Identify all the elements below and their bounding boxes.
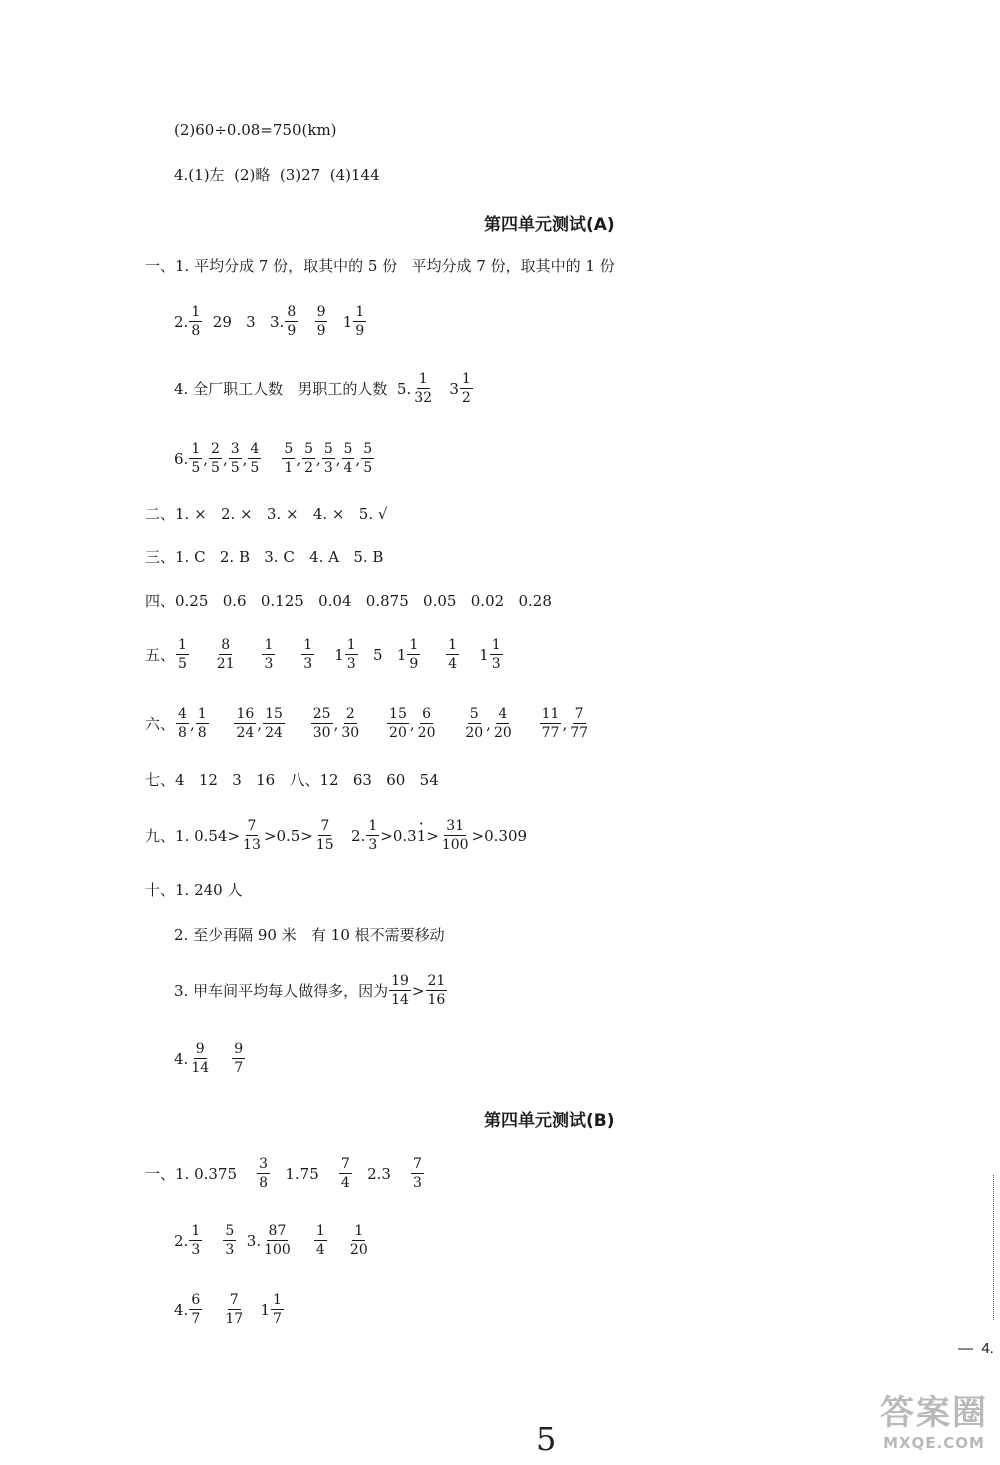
fraction [339, 705, 361, 742]
line-text: 4. [174, 1300, 189, 1319]
line-text: 一、1. 平均分成 7 份，取其中的 5 份 平均分成 7 份，取其中的 1 份 [145, 257, 615, 275]
fraction [285, 303, 298, 340]
denominator: 13 [243, 837, 261, 853]
answer-line [145, 256, 615, 276]
fraction [234, 705, 256, 742]
line-text: 二、1. × 2. × 3. × 4. × 5. √ [145, 505, 388, 523]
denominator: 3 [491, 656, 501, 672]
denominator: 16 [427, 992, 446, 1008]
numerator: 7 [413, 1156, 422, 1172]
denominator: 5 [363, 460, 373, 476]
answer-line [145, 504, 387, 524]
answer-line [145, 770, 439, 790]
denominator: 5 [178, 656, 187, 672]
numerator: 4 [250, 441, 260, 457]
numerator: 11 [541, 706, 560, 722]
denominator: 32 [414, 390, 433, 406]
fraction [176, 705, 189, 742]
line-text: 2. [174, 312, 189, 331]
numerator: 4 [498, 706, 508, 722]
mixed-whole: 5 1 [373, 645, 407, 664]
fraction [223, 1291, 245, 1328]
numerator: 1 [448, 637, 458, 653]
fraction [271, 1291, 284, 1328]
fraction [189, 440, 202, 477]
fraction [282, 440, 295, 477]
fraction [215, 636, 237, 673]
denominator: 5 [191, 460, 201, 476]
denominator: 8 [191, 323, 201, 339]
numerator: 5 [343, 441, 353, 457]
handwritten-mark: 5 [536, 1420, 557, 1458]
fraction [262, 1222, 293, 1259]
numerator: 1 [197, 706, 207, 722]
denominator: 77 [570, 725, 589, 741]
mixed-whole: 1 [260, 1300, 270, 1319]
line-text: >0.3 [380, 826, 417, 845]
line-text: 五、 [145, 645, 176, 664]
margin-dotted-line [993, 1175, 994, 1320]
denominator: 24 [265, 725, 283, 741]
numerator: 5 [225, 1223, 235, 1239]
denominator: 2 [304, 460, 314, 476]
denominator: 7 [273, 1311, 282, 1327]
numerator: 7 [229, 1292, 239, 1308]
denominator: 7 [234, 1060, 244, 1076]
line-text: 2. [174, 1231, 189, 1250]
fraction [196, 705, 209, 742]
denominator: 3 [413, 1175, 422, 1191]
fraction [223, 1222, 236, 1259]
mixed-whole: 1 [342, 312, 353, 331]
fraction [176, 636, 189, 673]
line-text: 4.(1)左 (2)略 (3)27 (4)144 [174, 166, 380, 184]
answer-line [145, 547, 383, 567]
denominator: 9 [316, 323, 326, 339]
mixed-whole: 1 [334, 645, 344, 664]
line-text: 九、1. 0.54> [145, 826, 241, 845]
denominator: 14 [191, 1060, 210, 1076]
fraction [446, 636, 459, 673]
watermark-bottom-text: MXQE.COM [883, 1434, 985, 1452]
repeating-digit: · 1 [417, 826, 427, 846]
numerator: 21 [427, 973, 446, 989]
numerator: 25 [312, 706, 331, 722]
line-text: 2.3 [367, 1164, 391, 1183]
line-text: 1.75 [285, 1164, 319, 1183]
numerator: 3 [230, 441, 240, 457]
fraction [361, 440, 374, 477]
denominator: 5 [230, 460, 240, 476]
answer-line: 六、 $\frac{4}{8}$ , $\frac{1}{8}$ $\frac{16}{24}$ , $\frac{15}{24}$ $\frac{25}{30}$ , $\frac{2}{30}$ $\frac{15}{20}$ , $\frac{6}{20}$ $\frac{5}{20}$ , $\frac{4}{20}$ $\frac{11}{77}$ , $\frac{7}{77}$ [145, 706, 589, 741]
answer-line [145, 591, 552, 611]
fraction [568, 705, 590, 742]
numerator: 5 [323, 441, 333, 457]
numerator: 6 [191, 1292, 201, 1308]
denominator: 20 [389, 725, 407, 741]
denominator: 15 [315, 837, 334, 853]
numerator: 5 [304, 441, 314, 457]
numerator: 1 [264, 637, 274, 653]
line-text: 6. [174, 449, 189, 468]
denominator: 3 [225, 1242, 235, 1258]
answer-line [174, 370, 474, 407]
mixed-whole: 3 [449, 379, 459, 398]
fraction [189, 1291, 202, 1328]
fraction [492, 705, 514, 742]
answer-line [145, 636, 504, 673]
line-text: 六、 [145, 714, 176, 733]
denominator: 17 [225, 1311, 244, 1327]
numerator: 7 [340, 1156, 350, 1172]
numerator: 1 [191, 1223, 201, 1239]
line-text: 一、1. 0.375 [145, 1164, 238, 1183]
numerator: 16 [236, 706, 255, 722]
denominator: 3 [264, 656, 274, 672]
numerator: 5 [469, 706, 479, 722]
mixed-whole: 1 [479, 645, 489, 664]
fraction [189, 1222, 202, 1259]
numerator: 31 [446, 818, 465, 834]
denominator: 9 [355, 323, 365, 339]
numerator: 7 [574, 706, 584, 722]
numerator: 2 [211, 441, 220, 457]
line-text: 2. 至少再隔 90 米 有 10 根不需要移动 [174, 926, 445, 944]
fraction [540, 705, 562, 742]
denominator: 8 [197, 725, 207, 741]
denominator: 100 [441, 837, 469, 853]
fraction [314, 1222, 327, 1259]
answer-line [174, 1291, 285, 1328]
denominator: 3 [323, 460, 333, 476]
line-text: 3. 甲车间平均每人做得多，因为 [174, 981, 389, 1000]
denominator: 3 [191, 1242, 201, 1258]
line-text: >0.309 [471, 826, 528, 845]
numerator: 4 [178, 706, 187, 722]
fraction [348, 1222, 370, 1259]
numerator: 19 [391, 973, 409, 989]
line-text: 29 3 3. [203, 312, 285, 331]
numerator: 8 [221, 637, 231, 653]
numerator: 1 [354, 1223, 364, 1239]
fraction [339, 1155, 352, 1192]
line-text: 四、0.25 0.6 0.125 0.04 0.875 0.05 0.02 0.28 [145, 592, 552, 610]
denominator: 8 [178, 725, 187, 741]
section-heading-a: 第四单元测试(A) [484, 215, 615, 235]
denominator: 5 [211, 460, 220, 476]
denominator: 4 [448, 656, 458, 672]
line-text: 2. [336, 826, 366, 845]
fraction [189, 1040, 211, 1077]
numerator: 1 [418, 371, 428, 387]
fraction [490, 636, 503, 673]
fraction [322, 440, 335, 477]
numerator: 1 [303, 637, 313, 653]
numerator: 15 [389, 706, 407, 722]
numerator: 1 [178, 637, 187, 653]
denominator: 2 [461, 390, 471, 406]
numerator: 1 [273, 1292, 282, 1308]
fraction [440, 817, 471, 854]
fraction [314, 817, 336, 854]
page-number: — 4. [958, 1340, 994, 1357]
denominator: 4 [315, 1242, 325, 1258]
fraction [463, 705, 485, 742]
denominator: 4 [343, 460, 353, 476]
fraction [262, 636, 275, 673]
denominator: 77 [541, 725, 560, 741]
numerator: 5 [284, 441, 294, 457]
numerator: 1 [191, 304, 201, 320]
fraction [460, 370, 473, 407]
denominator: 14 [391, 992, 409, 1008]
denominator: 30 [341, 725, 360, 741]
denominator: 7 [191, 1311, 201, 1327]
answer-line [174, 120, 337, 140]
numerator: 9 [195, 1041, 205, 1057]
denominator: 20 [349, 1242, 368, 1258]
line-text: 3. [246, 1231, 262, 1250]
numerator: 1 [355, 304, 365, 320]
answer-line [145, 817, 527, 854]
denominator: 24 [236, 725, 255, 741]
numerator: 7 [247, 818, 257, 834]
numerator: 3 [259, 1156, 269, 1172]
answer-line [174, 925, 445, 945]
fraction [189, 303, 202, 340]
line-text: >0.5> [263, 826, 313, 845]
fraction [353, 303, 366, 340]
denominator: 20 [465, 725, 484, 741]
line-text: 十、1. 240 人 [145, 881, 243, 899]
denominator: 3 [368, 837, 378, 853]
fraction [387, 705, 409, 742]
fraction [416, 705, 438, 742]
fraction [302, 440, 315, 477]
answer-line [174, 165, 380, 185]
numerator: 1 [191, 441, 201, 457]
fraction [407, 636, 420, 673]
fraction [241, 817, 263, 854]
fraction [412, 370, 434, 407]
numerator: 15 [265, 706, 283, 722]
fraction [209, 440, 222, 477]
numerator: 7 [320, 818, 330, 834]
watermark-logo [870, 1385, 998, 1465]
fraction [248, 440, 261, 477]
fraction [426, 972, 448, 1009]
answer-line [145, 880, 242, 900]
answer-line [174, 1222, 371, 1259]
denominator: 1 [284, 460, 294, 476]
answer-line: 6. $\frac{1}{5}$ , $\frac{2}{5}$ , $\frac{3}{5}$ , $\frac{4}{5}$ $\frac{5}{1}$ , $\frac{5}{2}$ , $\frac{5}{3}$ , $\frac{5}{4}$ , $\frac{5}{5}$ [174, 441, 373, 476]
numerator: 1 [491, 637, 501, 653]
answer-line [174, 972, 448, 1009]
denominator: 3 [346, 656, 356, 672]
denominator: 9 [287, 323, 297, 339]
numerator: 5 [363, 441, 373, 457]
numerator: 9 [316, 304, 326, 320]
fraction [229, 440, 242, 477]
section-heading-b: 第四单元测试(B) [484, 1111, 615, 1131]
line-text: 4. [174, 1049, 189, 1068]
numerator: 8 [287, 304, 297, 320]
numerator: 2 [345, 706, 355, 722]
fraction [232, 1040, 245, 1077]
line-text: > [411, 981, 425, 1000]
numerator: 9 [234, 1041, 244, 1057]
fraction [366, 817, 379, 854]
denominator: 20 [417, 725, 436, 741]
denominator: 20 [493, 725, 512, 741]
answer-line [174, 303, 367, 340]
fraction [342, 440, 355, 477]
line-text: 七、4 12 3 16 八、12 63 60 54 [145, 771, 439, 789]
fraction [257, 1155, 270, 1192]
numerator: 1 [368, 818, 378, 834]
denominator: 8 [259, 1175, 269, 1191]
fraction [263, 705, 285, 742]
numerator: 1 [409, 637, 419, 653]
denominator: 30 [312, 725, 331, 741]
watermark-top-text: 答案圈 [880, 1393, 988, 1433]
fraction [411, 1155, 424, 1192]
denominator: 21 [216, 656, 235, 672]
denominator: 100 [264, 1242, 291, 1258]
line-text: 4. 全厂职工人数 男职工的人数 5. [174, 379, 412, 398]
line-text: > [426, 826, 439, 845]
line-text: 三、1. C 2. B 3. C 4. A 5. B [145, 548, 384, 566]
numerator: 1 [461, 371, 471, 387]
numerator: 6 [422, 706, 432, 722]
denominator: 9 [409, 656, 419, 672]
numerator: 1 [346, 637, 356, 653]
fraction [301, 636, 314, 673]
fraction [389, 972, 411, 1009]
denominator: 5 [250, 460, 260, 476]
fraction [311, 705, 333, 742]
answer-line [174, 1040, 246, 1077]
numerator: 87 [268, 1223, 287, 1239]
numerator: 1 [315, 1223, 325, 1239]
fraction [315, 303, 328, 340]
fraction [345, 636, 358, 673]
denominator: 3 [303, 656, 313, 672]
answer-line [145, 1155, 425, 1192]
line-text: (2)60÷0.08=750(km) [174, 121, 337, 139]
denominator: 4 [340, 1175, 350, 1191]
